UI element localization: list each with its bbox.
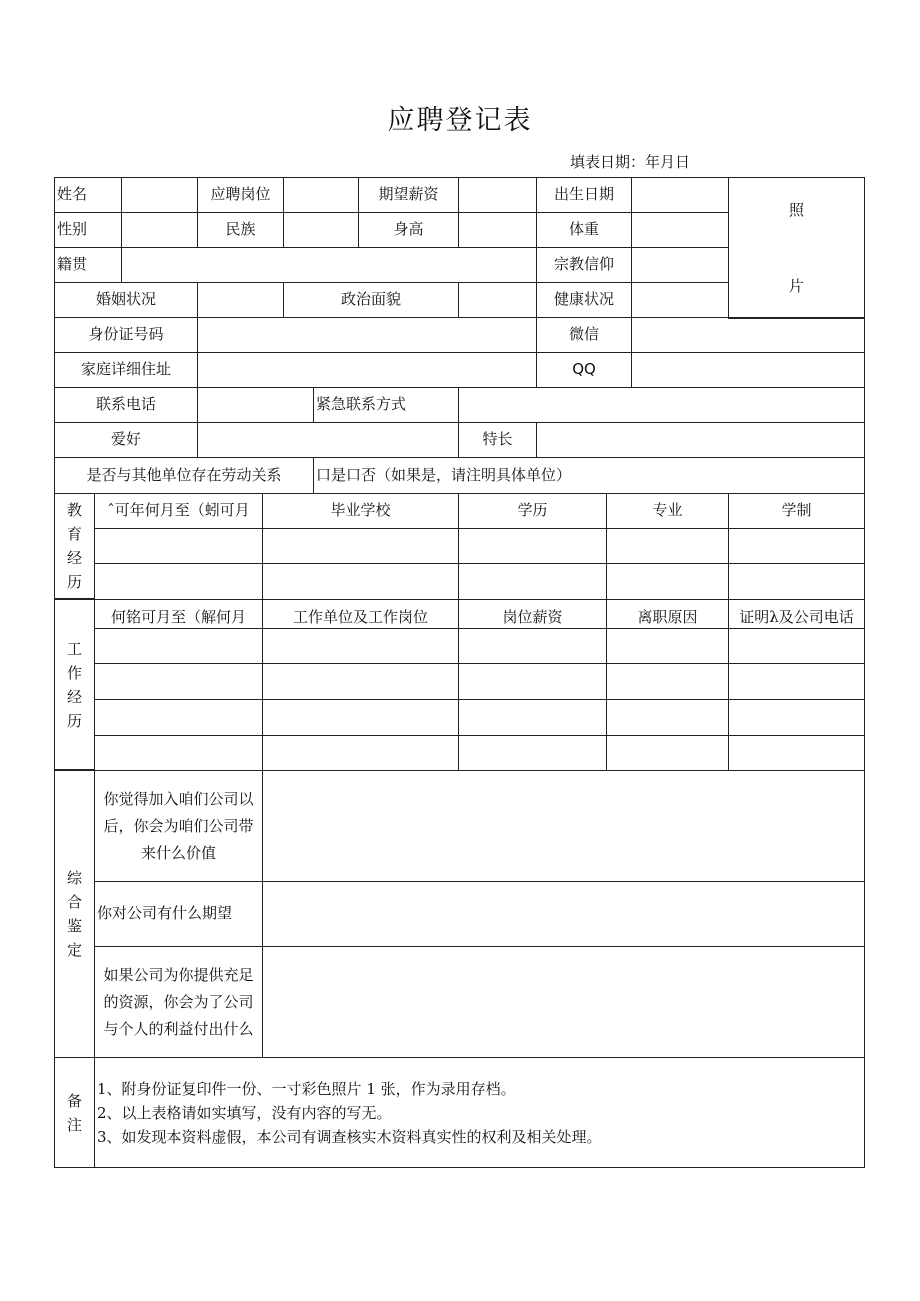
address-field[interactable]	[197, 352, 537, 388]
work-row2-salary[interactable]	[458, 663, 607, 700]
label-hobby: 爱好	[54, 422, 198, 458]
work-row2-period[interactable]	[94, 663, 263, 700]
work-header-company: 工作单位及工作岗位	[262, 599, 459, 629]
photo-label-top: 照	[788, 201, 804, 219]
work-row3-reference[interactable]	[728, 699, 865, 736]
work-row2-reason[interactable]	[606, 663, 729, 700]
health-field[interactable]	[631, 282, 729, 318]
label-ethnicity: 民族	[197, 212, 284, 248]
label-emergency: 紧急联系方式	[313, 387, 459, 423]
work-header-reference: 证明λ及公司电话	[728, 599, 865, 629]
emergency-field[interactable]	[458, 387, 865, 423]
work-row3-period[interactable]	[94, 699, 263, 736]
work-header-reason: 离职原因	[606, 599, 729, 629]
work-row2-reference[interactable]	[728, 663, 865, 700]
label-address: 家庭详细住址	[54, 352, 198, 388]
edu-row2-period[interactable]	[94, 563, 263, 600]
photo-box[interactable]	[728, 177, 865, 319]
work-row1-period[interactable]	[94, 628, 263, 664]
work-row1-company[interactable]	[262, 628, 459, 664]
id-no-field[interactable]	[197, 317, 537, 353]
marital-field[interactable]	[197, 282, 284, 318]
label-birth: 出生日期	[536, 177, 632, 213]
position-field[interactable]	[283, 177, 359, 213]
work-row1-reference[interactable]	[728, 628, 865, 664]
label-weight: 体重	[536, 212, 632, 248]
label-wechat: 微信	[536, 317, 632, 353]
edu-header-duration: 学制	[728, 493, 865, 529]
label-salary: 期望薪资	[358, 177, 459, 213]
assessment-answer-value[interactable]	[262, 770, 865, 882]
work-row1-reason[interactable]	[606, 628, 729, 664]
label-specialty: 特长	[458, 422, 537, 458]
label-native: 籍贯	[54, 247, 122, 283]
edu-row2-duration[interactable]	[728, 563, 865, 600]
assessment-question-expectation: 你对公司有什么期望	[94, 881, 263, 947]
edu-header-school: 毕业学校	[262, 493, 459, 529]
edu-row2-major[interactable]	[606, 563, 729, 600]
edu-row1-period[interactable]	[94, 528, 263, 564]
edu-row2-degree[interactable]	[458, 563, 607, 600]
work-header-period: 何铭可月至（解何月	[94, 599, 263, 629]
religion-field[interactable]	[631, 247, 729, 283]
label-name: 姓名	[54, 177, 122, 213]
work-header-salary: 岗位薪资	[458, 599, 607, 629]
height-field[interactable]	[458, 212, 537, 248]
work-row4-reason[interactable]	[606, 735, 729, 771]
salary-field[interactable]	[458, 177, 537, 213]
hobby-field[interactable]	[197, 422, 459, 458]
remark-item: 3、如发现本资料虚假，本公司有调查核实木资料真实性的权利及相关处理。	[97, 1127, 602, 1146]
edu-row2-school[interactable]	[262, 563, 459, 600]
native-field[interactable]	[121, 247, 537, 283]
label-phone: 联系电话	[54, 387, 198, 423]
labor-answer-field[interactable]: 口是口否（如果是，请注明具体单位）	[313, 457, 865, 494]
phone-field[interactable]	[197, 387, 314, 423]
weight-field[interactable]	[631, 212, 729, 248]
work-row3-salary[interactable]	[458, 699, 607, 736]
edu-header-major: 专业	[606, 493, 729, 529]
name-field[interactable]	[121, 177, 198, 213]
assessment-section-label: 综 合 鉴 定	[54, 770, 95, 1058]
education-section-label: 教 育 经 历	[54, 493, 95, 599]
label-health: 健康状况	[536, 282, 632, 318]
label-id-no: 身份证号码	[54, 317, 198, 353]
edu-row1-duration[interactable]	[728, 528, 865, 564]
remarks-list	[94, 1057, 865, 1168]
label-gender: 性别	[54, 212, 122, 248]
photo-label-bottom: 片	[788, 277, 804, 295]
work-row2-company[interactable]	[262, 663, 459, 700]
assessment-question-value: 你觉得加入咱们公司以后，你会为咱们公司带来什么价值	[94, 770, 263, 882]
edu-row1-school[interactable]	[262, 528, 459, 564]
work-row3-reason[interactable]	[606, 699, 729, 736]
label-labor-question: 是否与其他单位存在劳动关系	[54, 457, 314, 494]
qq-field[interactable]	[631, 352, 865, 388]
assessment-answer-expectation[interactable]	[262, 881, 865, 947]
work-section-label: 工 作 经 历	[54, 599, 95, 770]
political-field[interactable]	[458, 282, 537, 318]
wechat-field[interactable]	[631, 317, 865, 353]
gender-field[interactable]	[121, 212, 198, 248]
label-qq: QQ	[536, 352, 632, 388]
label-marital: 婚姻状况	[54, 282, 198, 318]
assessment-question-contribution: 如果公司为你提供充足的资源，你会为了公司与个人的利益付出什么	[94, 946, 263, 1058]
ethnicity-field[interactable]	[283, 212, 359, 248]
work-row4-salary[interactable]	[458, 735, 607, 771]
edu-row1-degree[interactable]	[458, 528, 607, 564]
work-row4-company[interactable]	[262, 735, 459, 771]
remark-item: 1、附身份证复印件一份、一寸彩色照片 1 张，作为录用存档。	[97, 1079, 516, 1098]
specialty-field[interactable]	[536, 422, 865, 458]
remark-item: 2、以上表格请如实填写，没有内容的写无。	[97, 1103, 392, 1122]
form-title: 应聘登记表	[387, 105, 533, 136]
work-row4-reference[interactable]	[728, 735, 865, 771]
work-row1-salary[interactable]	[458, 628, 607, 664]
fill-date: 填表日期：年月日	[570, 153, 691, 171]
work-row4-period[interactable]	[94, 735, 263, 771]
birth-field[interactable]	[631, 177, 729, 213]
edu-header-degree: 学历	[458, 493, 607, 529]
label-position: 应聘岗位	[197, 177, 284, 213]
label-religion: 宗教信仰	[536, 247, 632, 283]
remarks-section-label: 备 注	[54, 1057, 95, 1168]
label-political: 政治面貌	[283, 282, 459, 318]
edu-header-period: ˆ可年何月至（蚓可月	[94, 493, 263, 529]
edu-row1-major[interactable]	[606, 528, 729, 564]
work-row3-company[interactable]	[262, 699, 459, 736]
label-height: 身高	[358, 212, 459, 248]
assessment-answer-contribution[interactable]	[262, 946, 865, 1058]
